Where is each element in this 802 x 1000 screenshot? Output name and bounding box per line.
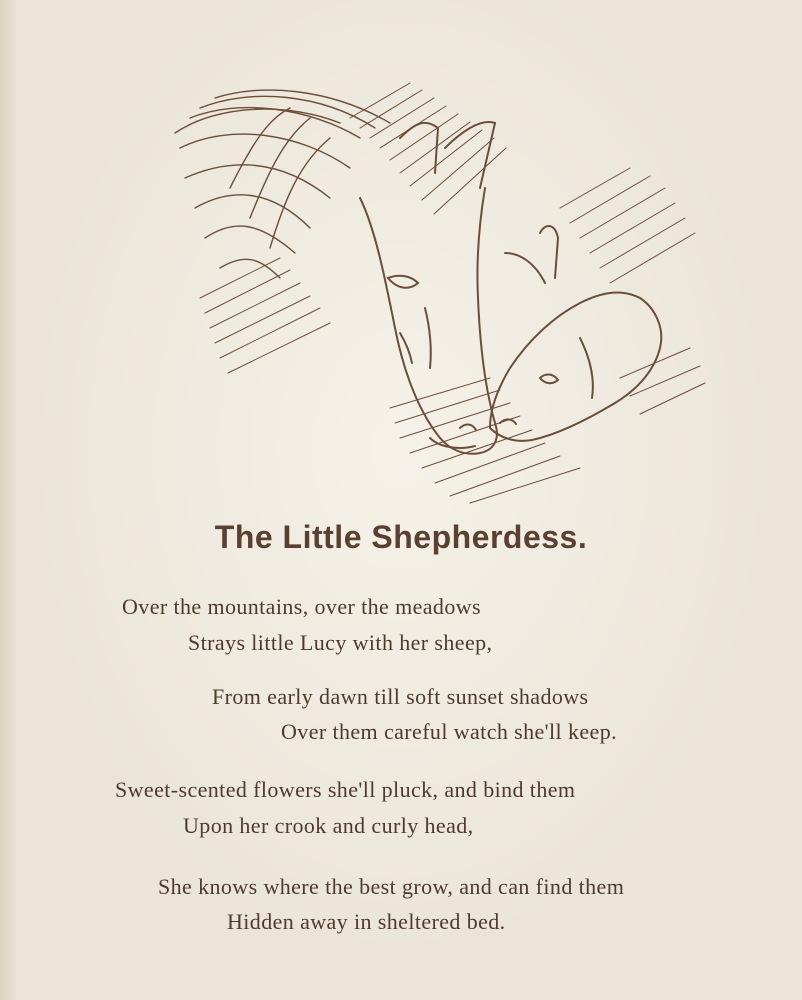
foal-head [490,226,661,441]
verse-2-line-2: Over them careful watch she'll keep. [281,719,617,744]
poem-title: The Little Shepherdess. [214,519,588,555]
verse-2-line-1: From early dawn till soft sunset shadows [212,684,589,709]
verse-3-line-1: Sweet-scented flowers she'll pluck, and bind them [115,777,576,802]
verse-3-line-2: Upon her crook and curly head, [183,813,474,838]
verse-1-line-2: Strays little Lucy with her sheep, [188,630,493,655]
verse-4-line-2: Hidden away in sheltered bed. [227,909,506,934]
mane-hatching [175,90,390,278]
verse-1-line-1: Over the mountains, over the meadows [122,594,481,619]
verse-4-line-1: She knows where the best grow, and can find them [158,874,625,899]
horse-and-foal-illustration [160,78,720,508]
